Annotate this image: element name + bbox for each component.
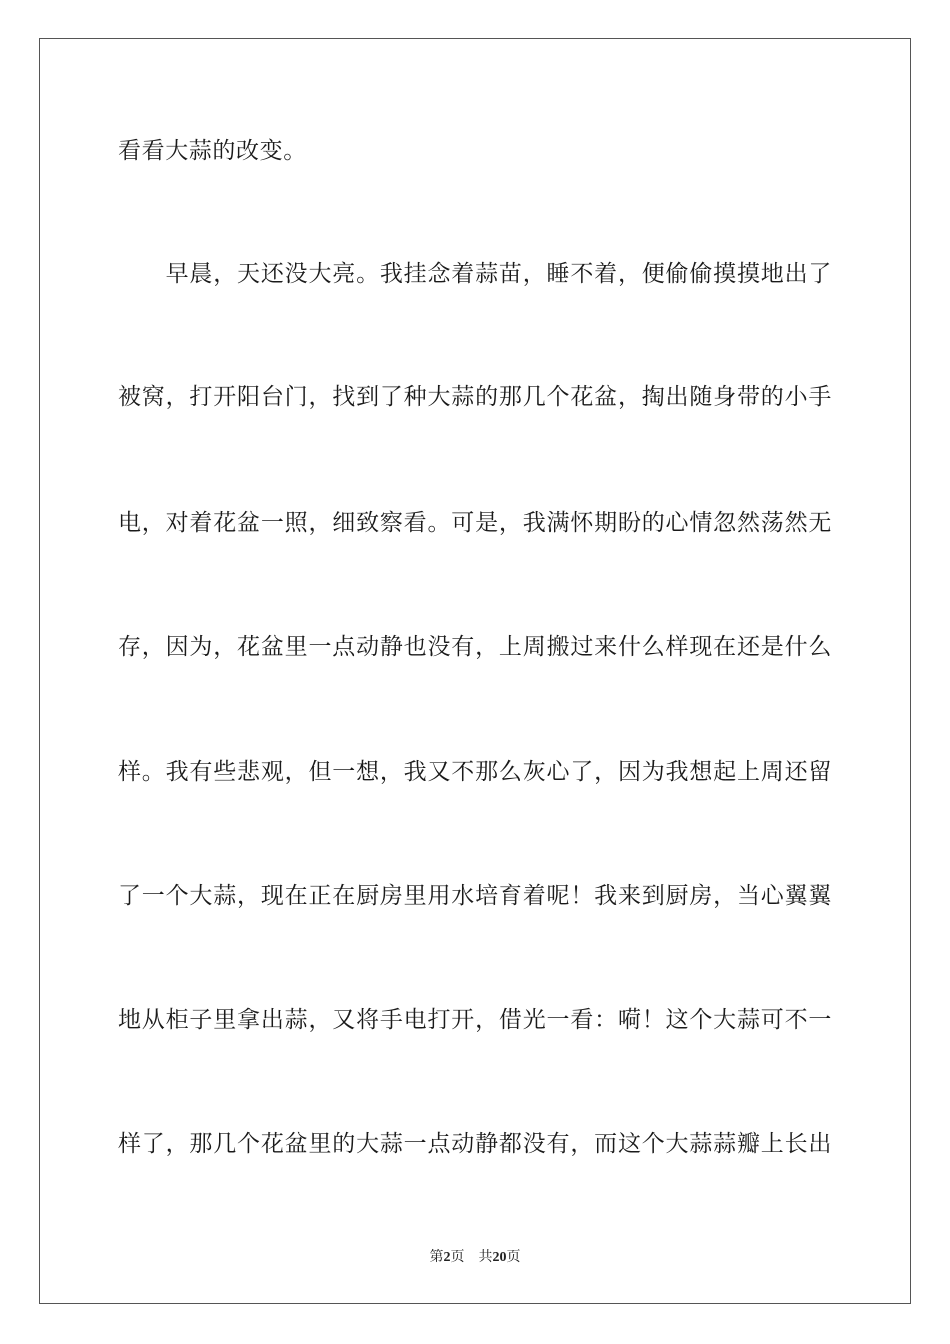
- paragraph-line-5: 存，因为，花盆里一点动静也没有，上周搬过来什么样现在还是什么: [118, 634, 832, 660]
- paragraph-line-6: 样。我有些悲观，但一想，我又不那么灰心了，因为我想起上周还留: [118, 759, 832, 785]
- page-prefix: 第: [429, 1249, 444, 1265]
- paragraph-line-9: 样了，那几个花盆里的大蒜一点动静都没有，而这个大蒜蒜瓣上长出: [118, 1131, 832, 1157]
- page-suffix: 页: [450, 1249, 465, 1265]
- paragraph-line-4: 电，对着花盆一照，细致察看。可是，我满怀期盼的心情忽然荡然无: [118, 510, 832, 536]
- paragraph-line-3: 被窝，打开阳台门，找到了种大蒜的那几个花盆，掏出随身带的小手: [118, 384, 832, 410]
- total-prefix: 共: [478, 1249, 493, 1265]
- page-border: [39, 38, 911, 1304]
- paragraph-line-8: 地从柜子里拿出蒜，又将手电打开，借光一看：嗬！这个大蒜可不一: [118, 1007, 832, 1033]
- paragraph-line-1: 看看大蒜的改变。: [118, 138, 307, 164]
- total-page-count: 20: [492, 1250, 507, 1265]
- paragraph-line-2: 早晨，天还没大亮。我挂念着蒜苗，睡不着，便偷偷摸摸地出了: [118, 261, 832, 287]
- paragraph-line-7: 了一个大蒜，现在正在厨房里用水培育着呢！我来到厨房，当心翼翼: [118, 883, 832, 909]
- total-suffix: 页: [506, 1249, 521, 1265]
- current-page-number: 2: [443, 1250, 451, 1265]
- page-footer: [0, 1247, 950, 1268]
